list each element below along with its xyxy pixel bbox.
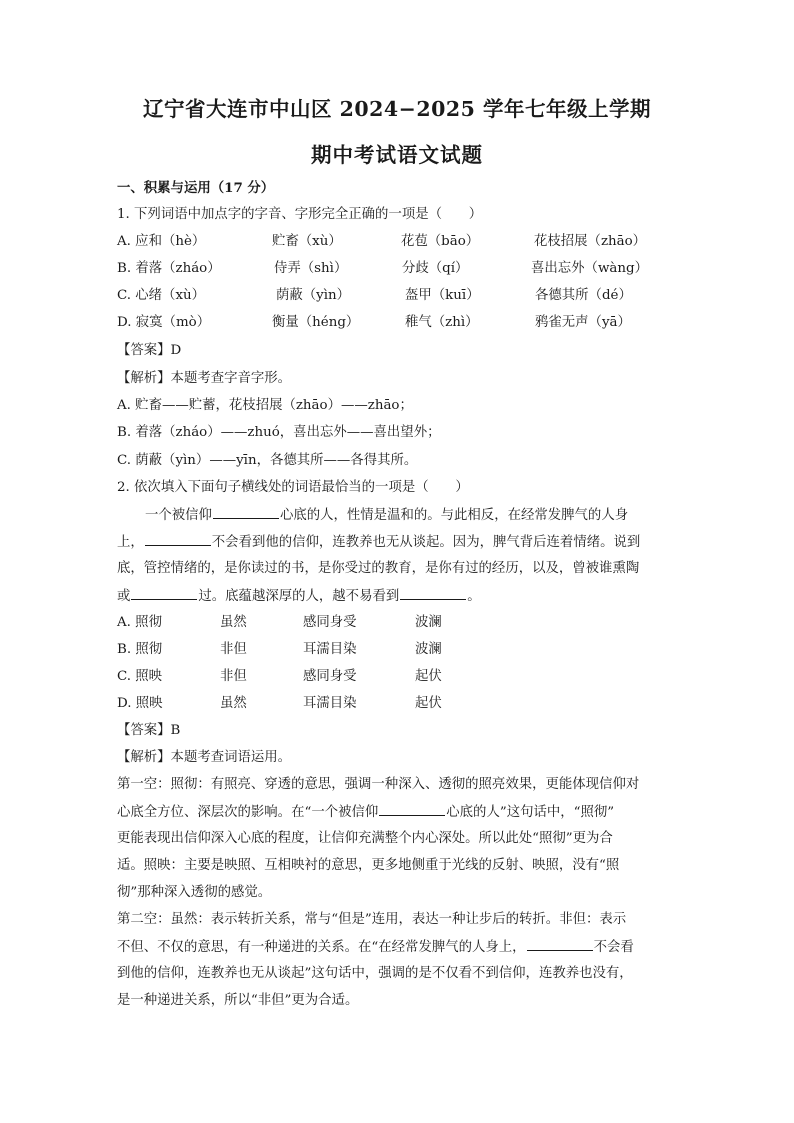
option-cell: 荫蔽（yìn）	[276, 288, 351, 303]
question-2-analysis	[117, 937, 683, 958]
option-cell: A. 应和（hè）	[117, 234, 206, 249]
option-cell: 波澜	[415, 642, 442, 657]
option-cell: 各德其所（dé）	[535, 288, 632, 303]
question-2-analysis: 第二空：虽然：表示转折关系，常与“但是”连用，表达一种让步后的转折。非但：表示	[117, 912, 627, 927]
question-2-analysis: 第一空：照彻：有照亮、穿透的意思，强调一种深入、透彻的照亮效果，更能体现信仰对	[117, 777, 640, 792]
question-1-analysis: 【解析】本题考查字音字形。	[117, 371, 292, 386]
fill-blank	[213, 505, 279, 519]
analysis-text: 心底的人”这句话中，“照彻”	[446, 805, 615, 820]
option-cell: 盔甲（kuī）	[405, 288, 480, 303]
option-cell: D. 寂寞（mò）	[117, 315, 211, 330]
fill-blank	[400, 586, 466, 600]
option-cell: 花苞（bāo）	[401, 234, 480, 249]
question-2-analysis: 是一种递进关系，所以“非但”更为合适。	[117, 993, 359, 1008]
option-cell: 稚气（zhì）	[405, 315, 479, 330]
fill-blank	[145, 532, 211, 546]
passage-text: 或	[117, 589, 131, 604]
option-cell: 鸦雀无声（yā）	[535, 315, 631, 330]
fill-blank	[379, 802, 445, 816]
option-cell: D. 照映	[117, 696, 163, 711]
question-2-stem: 2. 依次填入下面句子横线处的词语最恰当的一项是（ ）	[117, 480, 469, 495]
option-cell: 非但	[220, 642, 247, 657]
option-cell: 波澜	[415, 615, 442, 630]
passage-text: 。	[467, 589, 481, 604]
option-cell: 耳濡目染	[303, 642, 357, 657]
option-cell: 分歧（qí）	[402, 261, 469, 276]
question-2-passage-line	[117, 505, 711, 526]
option-cell: 感同身受	[303, 669, 357, 684]
option-cell: C. 照映	[117, 669, 163, 684]
passage-text: 心底的人，性情是温和的。与此相反，在经常发脾气的人身	[279, 508, 629, 523]
question-2-analysis-head: 【解析】本题考查词语运用。	[117, 750, 292, 765]
option-cell: 喜出忘外（wàng）	[531, 261, 648, 276]
option-cell: C. 心绪（xù）	[117, 288, 206, 303]
question-1-analysis: B. 着落（zháo）——zhuó，喜出忘外——喜出望外；	[117, 425, 441, 440]
question-2-analysis: 到他的信仰，连教养也无从谈起”这句话中，强调的是不仅看不到信仰，连教养也没有，	[117, 966, 633, 981]
question-2-passage-line	[117, 532, 683, 553]
option-cell: 虽然	[220, 615, 247, 630]
option-cell: 耳濡目染	[303, 696, 357, 711]
option-cell: 感同身受	[303, 615, 357, 630]
option-cell: 起伏	[415, 696, 442, 711]
option-cell: 起伏	[415, 669, 442, 684]
question-2-analysis: 更能表现出信仰深入心底的程度，让信仰充满整个内心深处。所以此处“照彻”更为合	[117, 831, 613, 846]
fill-blank	[527, 937, 593, 951]
document-subtitle: 期中考试语文试题	[311, 143, 483, 167]
passage-text: 过。底蕴越深厚的人，越不易看到	[198, 589, 400, 604]
question-1-answer: 【答案】D	[117, 343, 182, 358]
passage-text: 上，	[117, 535, 144, 550]
option-cell: 花枝招展（zhāo）	[534, 234, 647, 249]
question-1-stem: 1. 下列词语中加点字的字音、字形完全正确的一项是（ ）	[117, 207, 483, 222]
analysis-text: 不但、不仅的意思，有一种递进的关系。在“在经常发脾气的人身上，	[117, 940, 526, 955]
document-title: 辽宁省大连市中山区 2024−2025 学年七年级上学期	[142, 97, 652, 121]
option-cell: 虽然	[220, 696, 247, 711]
passage-text: 一个被信仰	[145, 508, 212, 523]
fill-blank	[131, 586, 197, 600]
option-cell: 非但	[220, 669, 247, 684]
question-2-passage-line	[117, 586, 683, 607]
section-heading: 一、积累与运用（17 分）	[117, 180, 275, 196]
question-1-analysis: C. 荫蔽（yìn）——yīn，各德其所——各得其所。	[117, 453, 418, 468]
question-2-analysis	[117, 802, 683, 823]
question-1-analysis: A. 贮畜——贮蓄，花枝招展（zhāo）——zhāo；	[117, 398, 413, 413]
option-cell: 贮畜（xù）	[272, 234, 342, 249]
option-cell: 侍弄（shì）	[274, 261, 348, 276]
analysis-text: 不会看	[593, 940, 634, 955]
question-2-analysis: 适。照映：主要是映照、互相映衬的意思，更多地侧重于光线的反射、映照，没有“照	[117, 858, 620, 873]
question-2-analysis: 彻”那种深入透彻的感觉。	[117, 885, 272, 900]
option-cell: A. 照彻	[117, 615, 162, 630]
analysis-text: 心底全方位、深层次的影响。在“一个被信仰	[117, 805, 379, 820]
option-cell: B. 着落（zháo）	[117, 261, 221, 276]
question-2-answer: 【答案】B	[117, 723, 181, 738]
option-cell: B. 照彻	[117, 642, 163, 657]
question-2-passage-line: 底，管控情绪的，是你读过的书，是你受过的教育，是你有过的经历，以及，曾被谁熏陶	[117, 561, 640, 576]
option-cell: 衡量（héng）	[272, 315, 360, 330]
passage-text: 不会看到他的信仰，连教养也无从谈起。因为，脾气背后连着情绪。说到	[211, 535, 641, 550]
